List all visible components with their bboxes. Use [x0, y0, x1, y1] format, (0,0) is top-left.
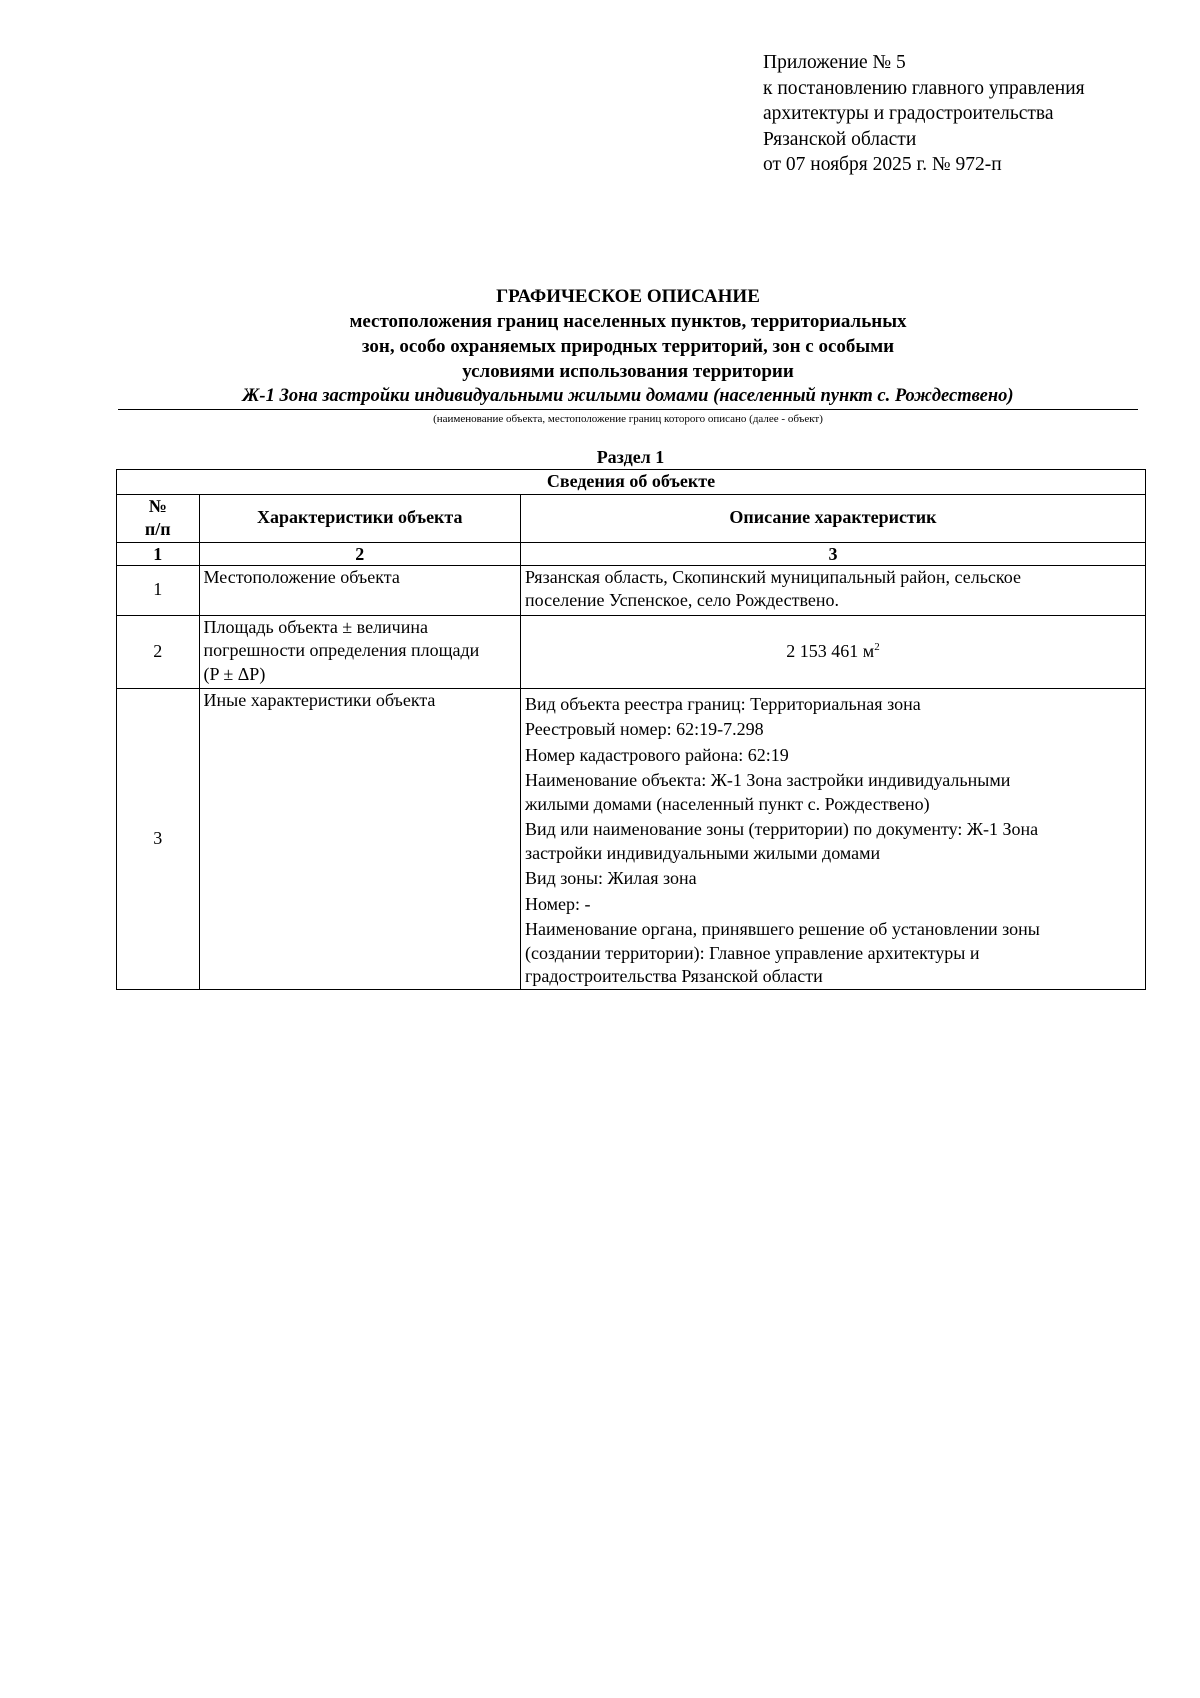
description-line: Вид или наименование зоны (территории) по документу: Ж-1 Зона [524, 819, 1039, 839]
column-number: 3 [520, 542, 1145, 565]
object-name-caption: (наименование объекта, местоположение границ которого описано (далее - объект) [433, 413, 823, 425]
header-description: Описание характеристик [520, 494, 1145, 542]
appendix-line: от 07 ноября 2025 г. № 972-п [763, 154, 1002, 175]
area-unit-superscript: 2 [874, 640, 880, 653]
description-item [525, 718, 1141, 742]
table-title: Сведения об объекте [117, 470, 1146, 495]
row-characteristic: Иные характеристики объекта [199, 688, 520, 989]
description-item [525, 744, 1141, 768]
table-title-row [117, 470, 1146, 495]
header-num-line: № [148, 495, 167, 516]
characteristic-line: Площадь объекта ± величина [203, 616, 428, 637]
description-item [525, 893, 1141, 917]
column-number: 2 [199, 542, 520, 565]
description-line: Вид объекта реестра границ: Территориальная зона [524, 693, 921, 714]
column-numbers-row [117, 542, 1146, 565]
appendix-line: к постановлению главного управления [763, 77, 1085, 99]
column-number: 1 [117, 542, 200, 565]
description-line: Наименование объекта: Ж-1 Зона застройки индивидуальными [524, 770, 1011, 790]
description-line: поселение Успенское, село Рождествено. [524, 590, 840, 610]
document-title: ГРАФИЧЕСКОЕ ОПИСАНИЕ [496, 286, 760, 307]
table-row [117, 615, 1146, 688]
document-subtitle-line: местоположения границ населенных пунктов, территориальных [349, 311, 907, 332]
document-subtitle-line: зон, особо охраняемых природных территорий, зон с особыми [361, 336, 895, 357]
row-number: 2 [117, 615, 200, 688]
table-row [117, 688, 1146, 989]
description-line: Наименование органа, принявшего решение об установлении зоны [524, 919, 1040, 939]
description-item [525, 818, 1141, 865]
row-characteristic [199, 615, 520, 688]
area-value: 2 153 461 м [786, 640, 875, 661]
area-value-cell [520, 615, 1145, 688]
title-block [118, 284, 1138, 427]
characteristic-line: (P ± ΔP) [203, 663, 266, 684]
description-item [525, 693, 1141, 717]
row-description [520, 565, 1145, 615]
header-num-line: п/п [144, 519, 171, 539]
row-characteristic: Местоположение объекта [199, 565, 520, 615]
description-item [525, 918, 1141, 989]
table-row [117, 565, 1146, 615]
appendix-block [763, 50, 1183, 178]
row-number: 1 [117, 565, 200, 615]
document-subtitle-line: условиями использования территории [462, 361, 794, 382]
description-line: Номер: - [524, 893, 591, 914]
object-info-table [116, 469, 1146, 990]
table-header-row [117, 494, 1146, 542]
description-item [525, 867, 1141, 891]
header-num [117, 494, 200, 542]
description-line: Рязанская область, Скопинский муниципальный район, сельское [524, 566, 1021, 587]
appendix-line: архитектуры и градостроительства [763, 103, 1054, 124]
description-item [525, 769, 1141, 816]
header-characteristic: Характеристики объекта [199, 494, 520, 542]
section-title: Раздел 1 [596, 447, 665, 467]
description-line: (создании территории): Главное управление архитектуры и [524, 942, 980, 963]
description-line: жилыми домами (населенный пункт с. Рождествено) [524, 793, 930, 814]
description-line: Номер кадастрового района: 62:19 [524, 744, 789, 765]
description-line: застройки индивидуальными жилыми домами [524, 842, 881, 863]
description-line: Вид зоны: Жилая зона [524, 868, 697, 888]
object-name: Ж-1 Зона застройки индивидуальными жилыми домами (населенный пункт с. Рождествено) [118, 384, 1138, 410]
row-description [520, 688, 1145, 989]
appendix-line: Приложение № 5 [763, 52, 906, 73]
appendix-line: Рязанской области [763, 128, 917, 150]
row-number: 3 [117, 688, 200, 989]
characteristic-line: погрешности определения площади [203, 640, 480, 660]
description-line: градостроительства Рязанской области [524, 966, 823, 986]
description-line: Реестровый номер: 62:19-7.298 [524, 719, 764, 739]
